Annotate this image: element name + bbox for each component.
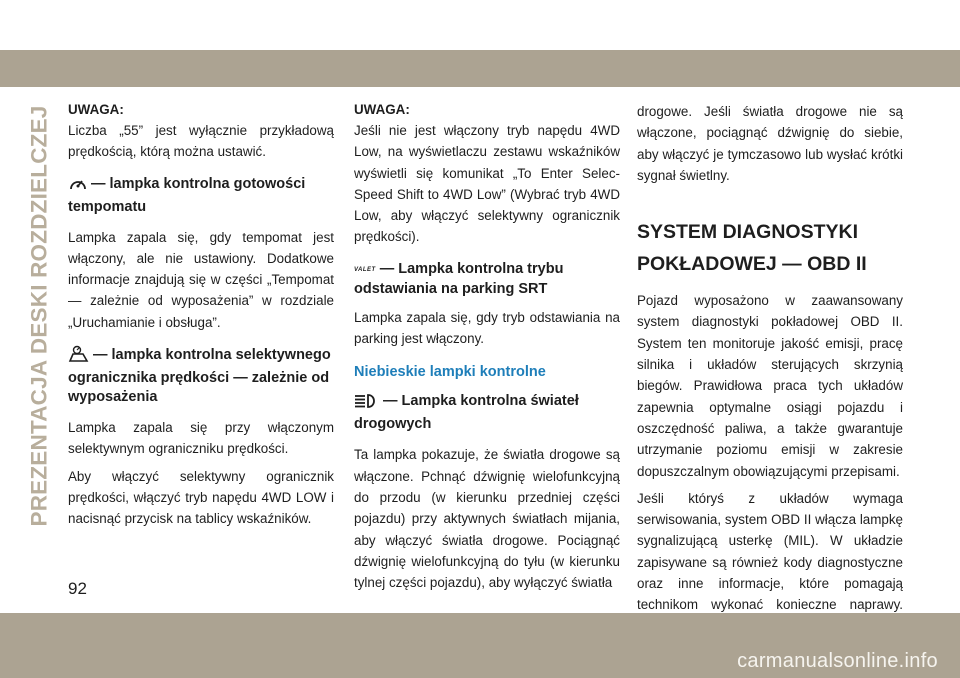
high-beam-text: Ta lampka pokazuje, że światła drogowe są włączone. Pchnąć dźwignię wielofunkcyjną do przodu (w kierunku przedniej części pojazdu) przy aktywnych światłach mijania, aby włączyć światła drogowe. Pociągnąć dźwignię wielofunkcyjną do tyłu (w kierunku tylnej części pojazdu), aby wyłączyć światła <box>354 447 620 591</box>
column-3 <box>637 101 903 658</box>
cruise-ready-heading: — lampka kontrolna gotowości tempomatu <box>68 175 306 215</box>
obd-intro-text: Pojazd wyposażono w zaawansowany system diagnostyki pokładowej OBD II. System ten monitoruje jakość emisji, pracę silnika i układów sterujących skrzynią biegów. Prawidłowa praca tych układów zapewnia optymalne osiągi pojazdu i oszczędność paliwa, a także gwarantuje utrzymanie poziomu emisji w zakresie dopuszczalnym obowiązującymi przepisami. <box>637 293 903 479</box>
high-beam-heading: — Lampka kontrolna świateł drogowych <box>354 393 579 433</box>
valet-mode-text: Lampka zapala się, gdy tryb odstawiania na parking jest włączony. <box>354 309 620 347</box>
high-beam-icon <box>354 393 380 415</box>
obd-service-text: Jeśli któryś z układów wymaga serwisowania, system OBD II włącza lampkę sygnalizującą usterkę (MIL). W układzie zapisywane są również kody diagnostyczne oraz inne informacje, które pomagają technikom wykonać konieczne naprawy. <box>637 490 903 613</box>
side-section-title <box>20 106 60 526</box>
top-margin <box>0 0 960 50</box>
column-2 <box>354 101 620 593</box>
page-number: 92 <box>68 579 87 598</box>
obd-section-heading: SYSTEM DIAGNOSTYKI POKŁADOWEJ — OBD II <box>637 221 867 276</box>
column-1 <box>68 101 334 530</box>
high-beam-text-continued: drogowe. Jeśli światła drogowe nie są włączone, pociągnąć dźwignię do siebie, aby włączyć je tymczasowo lub wysłać krótki sygnał świetlny. <box>637 104 903 183</box>
watermark: carmanualsonline.info <box>737 650 938 672</box>
valet-icon: VALET <box>354 266 376 273</box>
note-label: UWAGA: <box>354 102 410 117</box>
cruise-ready-text: Lampka zapala się, gdy tempomat jest włączony, ale nie ustawiony. Dodatkowe informacje znajdują się w części „Tempomat — zależnie od wyposażenia” w rozdziale „Uruchamianie i obsługa”. <box>68 229 334 330</box>
selec-speed-icon <box>68 345 90 369</box>
header-strip <box>0 50 960 87</box>
note-label: UWAGA: <box>68 102 124 117</box>
note-text: Liczba „55” jest wyłącznie przykładową prędkością, którą można ustawić. <box>68 123 334 160</box>
valet-mode-heading: VALET — Lampka kontrolna trybu odstawiania na parking SRT <box>354 260 564 297</box>
speed-limiter-heading: — lampka kontrolna selektywnego ogranicznika prędkości — zależnie od wyposażenia <box>68 347 331 406</box>
blue-indicators-section: Niebieskie lampki kontrolne <box>354 364 546 381</box>
cruise-control-icon <box>68 176 88 198</box>
side-section-title-text: PREZENTACJA DESKI ROZDZIELCZEJ <box>27 105 52 527</box>
speed-limiter-text: Lampka zapala się przy włączonym selektywnym ograniczniku prędkości. <box>68 420 334 457</box>
speed-limiter-activation-text: Aby włączyć selektywny ogranicznik prędkości, włączyć tryb napędu 4WD LOW i nacisnąć przycisk na tablicy wskaźników. <box>68 468 334 527</box>
note-text: Jeśli nie jest włączony tryb napędu 4WD Low, na wyświetlaczu zestawu wskaźników wyświetli się komunikat „To Enter Selec-Speed Shift to 4WD Low” (Wybrać tryb 4WD Low, aby włączyć selektywny ogranicznik prędkości). <box>354 123 620 245</box>
